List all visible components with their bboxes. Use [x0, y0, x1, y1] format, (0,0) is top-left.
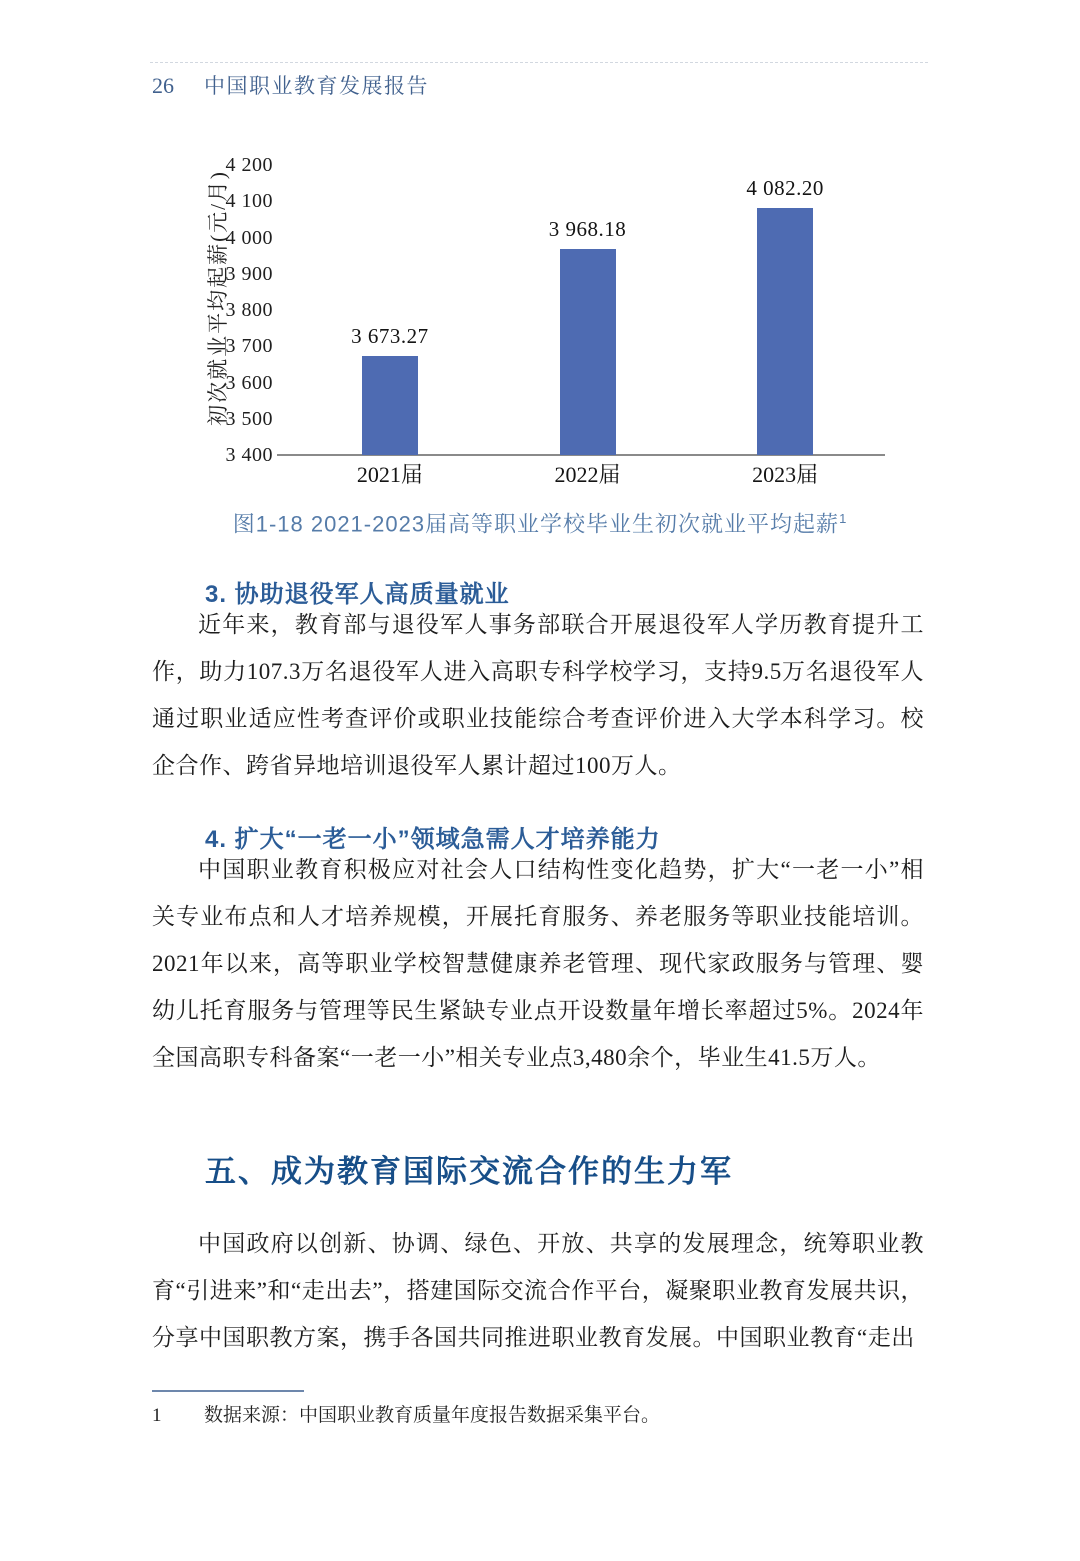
- bar-2022届: [560, 249, 616, 455]
- y-tick-label: 3 600: [225, 371, 273, 394]
- section-4-heading: 4. 扩大“一老一小”领域急需人才培养能力: [205, 826, 661, 853]
- header-divider: [150, 62, 928, 63]
- bar-chart: [155, 140, 925, 492]
- chapter-5-heading: 五、成为教育国际交流合作的生力军: [205, 1154, 733, 1189]
- chapter-5-paragraph: 中国政府以创新、协调、绿色、开放、共享的发展理念，统筹职业教育“引进来”和“走出去”，搭建国际交流合作平台，凝聚职业教育发展共识，分享中国职教方案，携手各国共同推进职业教育发展。中国职业教育“走出: [152, 1231, 924, 1350]
- footnote-text: 数据来源：中国职业教育质量年度报告数据采集平台。: [204, 1405, 661, 1426]
- bar-value-label: 3 673.27: [351, 323, 429, 348]
- y-tick-label: 3 800: [225, 299, 273, 321]
- footnote-divider: [152, 1390, 304, 1392]
- y-tick-label: 3 500: [225, 407, 273, 430]
- y-tick-label: 4 200: [225, 154, 273, 176]
- footnote: [152, 1402, 924, 1429]
- bar-2021届: [362, 356, 418, 455]
- x-category-label: 2023届: [752, 462, 819, 487]
- section-3-paragraph: 近年来，教育部与退役军人事务部联合开展退役军人学历教育提升工作，助力107.3万名退役军人进入高职专科学校学习，支持9.5万名退役军人通过职业适应性考查评价或职业技能综合考查评价进入大学本科学习。校企合作、跨省异地培训退役军人累计超过100万人。: [152, 612, 924, 778]
- section-4-paragraph: 中国职业教育积极应对社会人口结构性变化趋势，扩大“一老一小”相关专业布点和人才培养规模，开展托育服务、养老服务等职业技能培训。2021年以来，高等职业学校智慧健康养老管理、现代家政服务与管理、婴幼儿托育服务与管理等民生紧缺专业点开设数量年增长率超过5%。2024年全国高职专科备案“一老一小”相关专业点3,480余个，毕业生41.5万人。: [152, 857, 924, 1070]
- page-header: [152, 70, 429, 100]
- figure-caption-text: 图1-18 2021-2023届高等职业学校毕业生初次就业平均起薪: [232, 511, 840, 537]
- y-tick-label: 3 900: [225, 262, 273, 285]
- page-number: 26: [152, 73, 174, 98]
- y-tick-label: 3 400: [225, 444, 273, 466]
- bar-value-label: 3 968.18: [548, 217, 627, 242]
- y-tick-label: 3 700: [225, 335, 273, 358]
- footnote-number: 1: [152, 1405, 162, 1426]
- x-category-label: 2021届: [356, 462, 423, 487]
- figure-caption: [155, 504, 925, 539]
- header-title: 中国职业教育发展报告: [204, 74, 429, 98]
- y-tick-label: 4 100: [225, 190, 273, 213]
- bar-2023届: [757, 208, 813, 455]
- bar-value-label: 4 082.20: [746, 175, 824, 200]
- x-category-label: 2022届: [554, 462, 621, 487]
- section-3-heading: 3. 协助退役军人高质量就业: [205, 581, 510, 608]
- figure-caption-footnote-marker: 1: [839, 511, 848, 526]
- y-axis-label: 初次就业平均起薪(元/月): [206, 169, 231, 426]
- y-tick-label: 4 000: [225, 226, 273, 249]
